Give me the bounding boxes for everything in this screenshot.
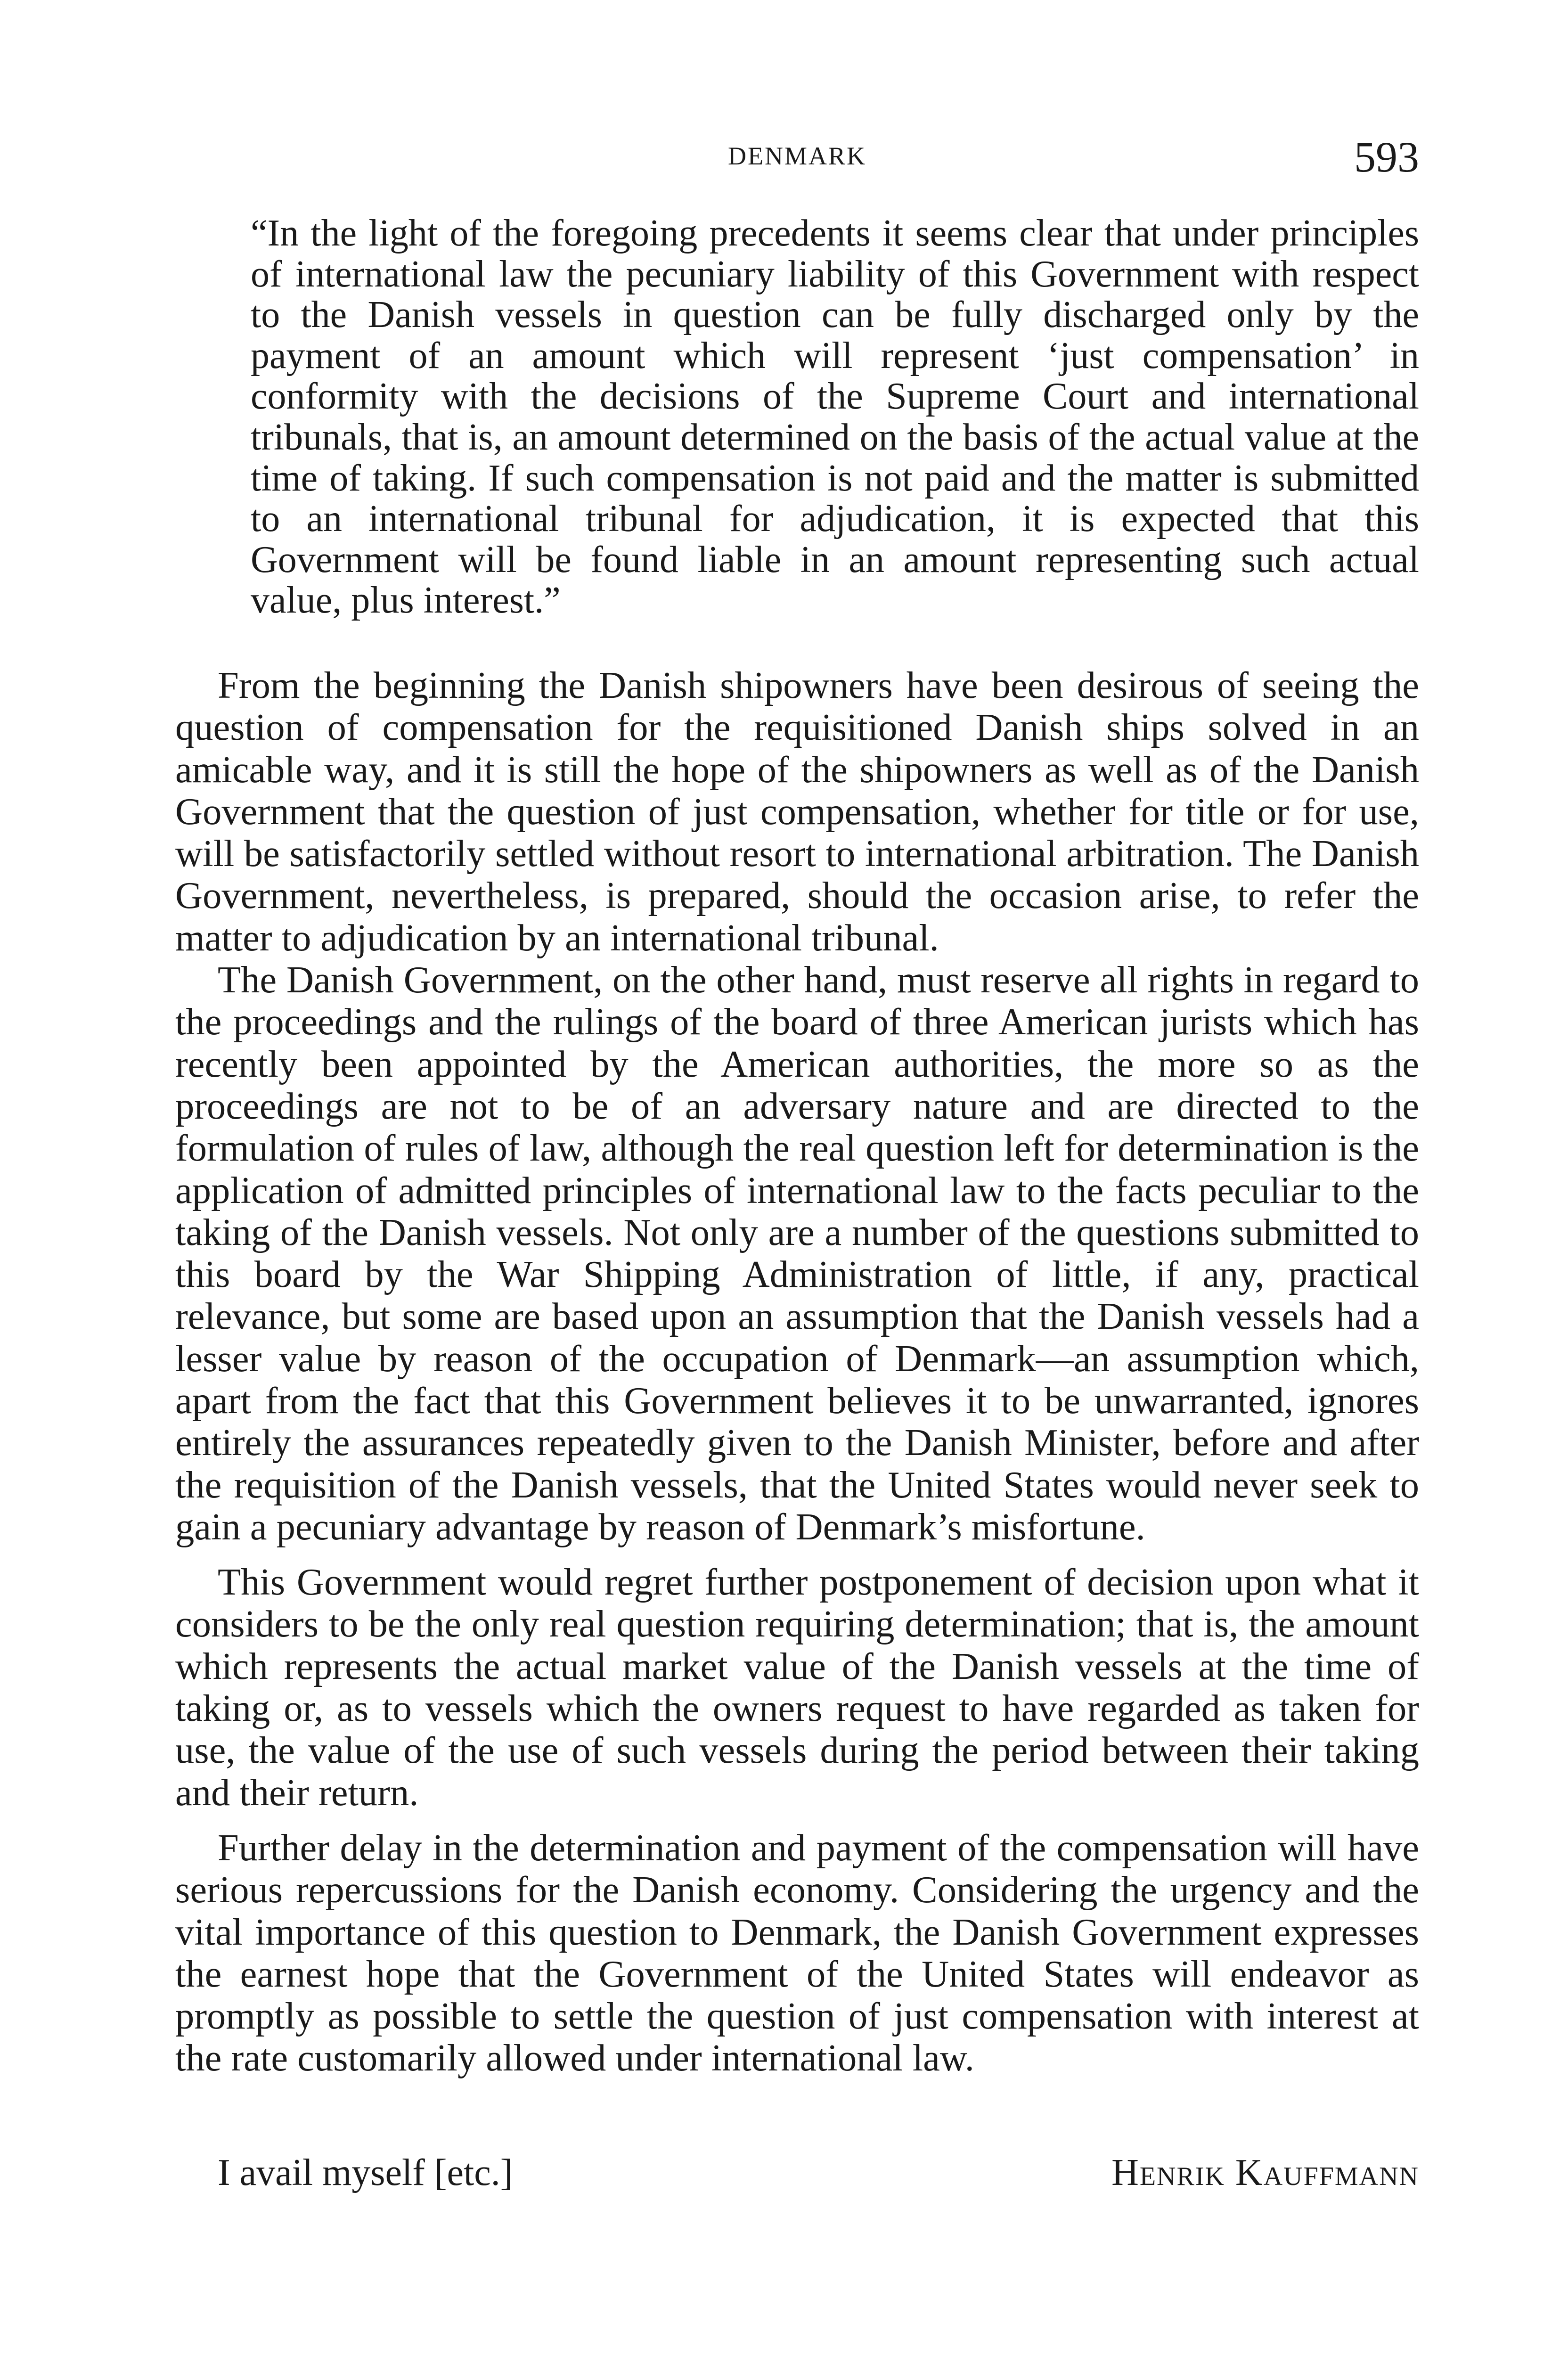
valediction: I avail myself [etc.] (218, 2151, 513, 2193)
page-number: 593 (1354, 133, 1419, 181)
closing-line (175, 2150, 1419, 2195)
running-title: DENMARK (727, 142, 866, 170)
body-text (175, 213, 1419, 2195)
paragraph-1: From the beginning the Danish shipowners have been desirous of seeing the question of compensation for the requisitioned Danish ships solved in an amicable way, and it is still the hope of the shipowners as well as of the Danish Government that the question of just compensation, whether for title or for use, will be satisfactorily settled without resort to international arbitration. The Danish Government, nevertheless, is prepared, should the occasion arise, to refer the matter to adjudication by an international tribunal. (175, 664, 1419, 959)
running-head (175, 132, 1419, 184)
paragraph-3: This Government would regret further postponement of decision upon what it considers to be the only real question requiring determination; that is, the amount which represents the actual market value of the Danish vessels at the time of taking or, as to vessels which the owners request to have regarded as taken for use, the value of the use of such vessels during the period between their taking and their return. (175, 1561, 1419, 1814)
paragraph-2: The Danish Government, on the other hand, must reserve all rights in regard to the proceedings and the rulings of the board of three American jurists which has recently been appointed by the American authorities, the more so as the proceedings are not to be of an adversary nature and are directed to the formulation of rules of law, although the real question left for determination is the application of admitted principles of international law to the facts peculiar to the taking of the Danish vessels. Not only are a number of the questions submitted to this board by the War Shipping Administration of little, if any, practical relevance, but some are based upon an assumption that the Danish vessels had a lesser value by reason of the occupation of Denmark—an assumption which, apart from the fact that this Government believes it to be unwarranted, ignores entirely the assurances repeatedly given to the Danish Minister, before and after the requisition of the Danish vessels, that the United States would never seek to gain a pecuniary advantage by reason of Denmark’s misfortune. (175, 959, 1419, 1548)
block-quote: “In the light of the foregoing precedents it seems clear that under principles of international law the pecuniary liability of this Government with respect to the Danish vessels in question can be fully discharged only by the payment of an amount which will represent ‘just compensation’ in conformity with the decisions of the Supreme Court and international tribunals, that is, an amount determined on the basis of the actual value at the time of taking. If such compensation is not paid and the matter is submitted to an international tribunal for adjudication, it is expected that this Government will be found liable in an amount representing such actual value, plus interest.” (251, 213, 1419, 622)
paragraph-4: Further delay in the determination and payment of the compensation will have serious repercussions for the Danish economy. Considering the urgency and the vital importance of this question to Denmark, the Danish Government expresses the earnest hope that the Government of the United States will endeavor as promptly as possible to settle the question of just compensation with interest at the rate customarily allowed under international law. (175, 1826, 1419, 2079)
signature: Henrik Kauffmann (1111, 2151, 1419, 2193)
